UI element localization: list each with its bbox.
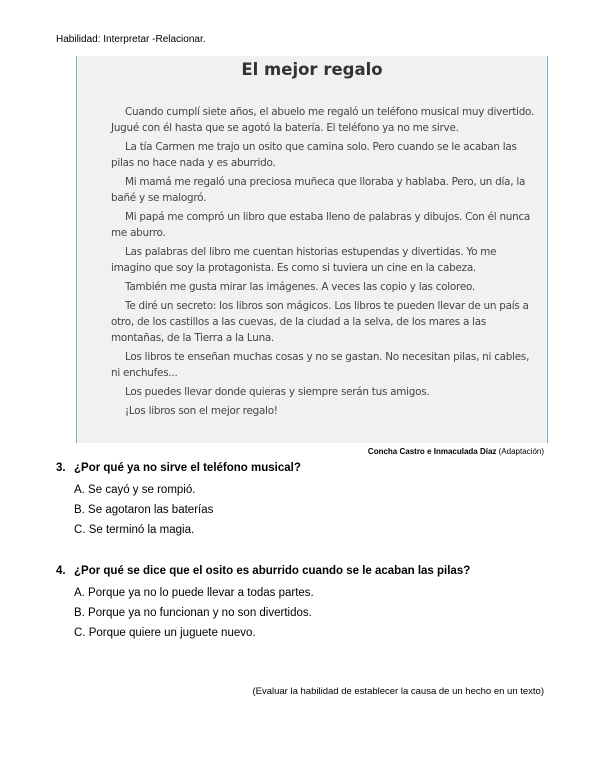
skill-label: Habilidad: Interpretar -Relacionar. — [56, 34, 206, 45]
evaluation-note: (Evaluar la habilidad de establecer la causa de un hecho en un texto) — [252, 686, 544, 697]
question-3 — [56, 462, 301, 540]
story-body — [111, 104, 535, 422]
story-paragraph: Mi papá me compró un libro que estaba lleno de palabras y dibujos. Con él nunca me aburro. — [111, 211, 531, 239]
answer-option-a[interactable]: A. Porque ya no lo puede llevar a todas partes. — [74, 587, 314, 599]
answer-option-b[interactable]: B. Porque ya no funcionan y no son divertidos. — [74, 607, 312, 619]
story-credit — [368, 447, 544, 456]
story-paragraph: Los puedes llevar donde quieras y siempre serán tus amigos. — [125, 386, 430, 398]
credit-note: (Adaptación) — [498, 447, 544, 456]
question-text: ¿Por qué se dice que el osito es aburrido cuando se le acaban las pilas? — [74, 565, 471, 577]
answer-option-c[interactable]: C. Porque quiere un juguete nuevo. — [74, 627, 256, 639]
story-paragraph: Cuando cumplí siete años, el abuelo me regaló un teléfono musical muy divertido. Jugué con él hasta que se agotó la batería. El teléfono ya no me sirve. — [111, 106, 535, 134]
reading-passage — [76, 56, 548, 443]
story-paragraph: Los libros te enseñan muchas cosas y no se gastan. No necesitan pilas, ni cables, ni enchufes... — [111, 351, 530, 379]
answer-option-b[interactable]: B. Se agotaron las baterías — [74, 504, 214, 516]
credit-authors: Concha Castro e Inmaculada Díaz — [367, 447, 497, 456]
question-text: ¿Por qué ya no sirve el teléfono musical? — [74, 462, 301, 474]
story-paragraph: ¡Los libros son el mejor regalo! — [125, 405, 278, 417]
story-paragraph: Te diré un secreto: los libros son mágicos. Los libros te pueden llevar de un país a otro, de los castillos a las cuevas, de la ciudad a la selva, de los mares a las montañas, de la Tierra a la Luna. — [111, 300, 529, 344]
story-paragraph: La tía Carmen me trajo un osito que camina solo. Pero cuando se le acaban las pilas no hace nada y es aburrido. — [111, 141, 517, 169]
question-number: 3. — [56, 462, 66, 474]
question-number: 4. — [56, 565, 66, 577]
story-paragraph: También me gusta mirar las imágenes. A veces las copio y las coloreo. — [125, 281, 475, 293]
story-paragraph: Las palabras del libro me cuentan historias estupendas y divertidas. Yo me imagino que soy la protagonista. Es como si tuviera un cine en la cabeza. — [111, 246, 497, 274]
story-paragraph: Mi mamá me regaló una preciosa muñeca que lloraba y hablaba. Pero, un día, la bañé y se malogró. — [111, 176, 526, 204]
question-4 — [56, 565, 470, 643]
answer-option-a[interactable]: A. Se cayó y se rompió. — [74, 484, 196, 496]
story-title: El mejor regalo — [241, 60, 383, 79]
answer-option-c[interactable]: C. Se terminó la magia. — [74, 524, 195, 536]
